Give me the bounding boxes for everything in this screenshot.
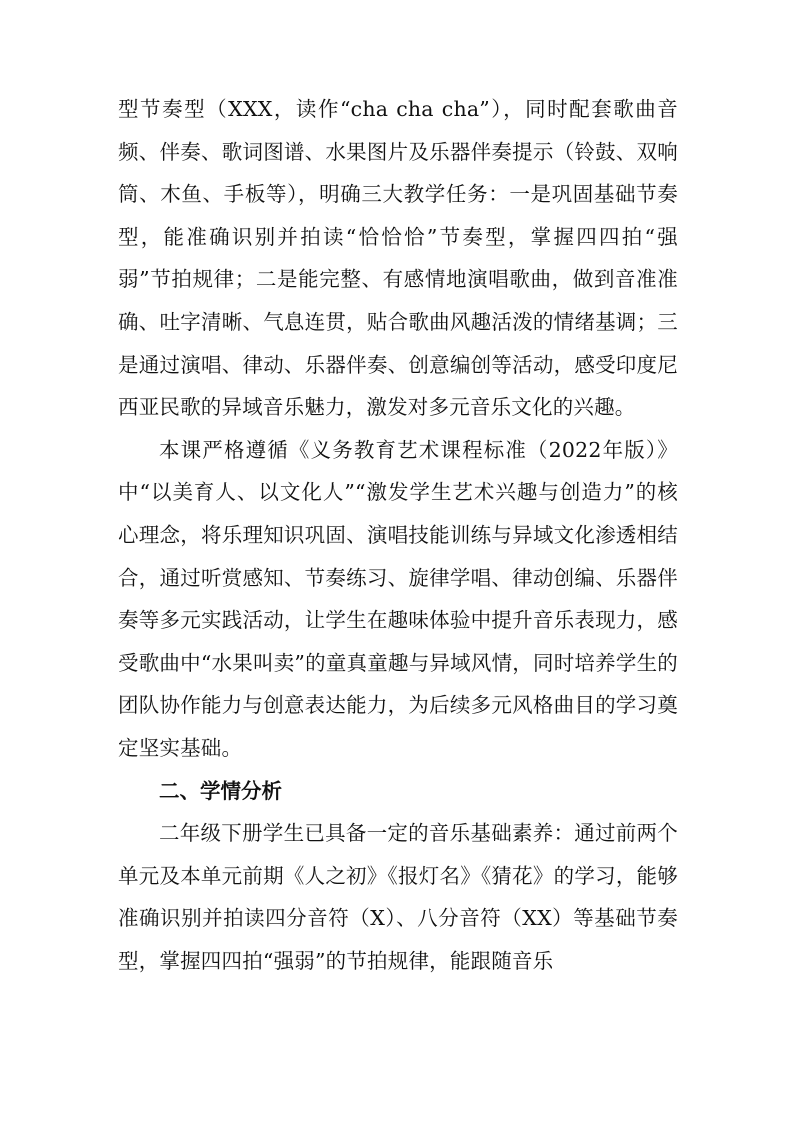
paragraph-teaching-tasks: 型节奏型（XXX，读作“cha cha cha”），同时配套歌曲音频、伴奏、歌词图谱、水果图片及乐器伴奏提示（铃鼓、双响筒、木鱼、手板等），明确三大教学任务：一是巩固基础节奏型，能准确识别并拍读“恰恰恰”节奏型，掌握四四拍“强弱”节拍规律；二是能完整、有感情地演唱歌曲，做到音准准确、吐字清晰、气息连贯，贴合歌曲风趣活泼的情绪基调；三是通过演唱、律动、乐器伴奏、创意编创等活动，感受印度尼西亚民歌的异域音乐魅力，激发对多元音乐文化的兴趣。 bbox=[118, 97, 678, 420]
paragraph-curriculum-standard: 本课严格遵循《义务教育艺术课程标准（2022年版）》中“以美育人、以文化人”“激发学生艺术兴趣与创造力”的核心理念，将乐理知识巩固、演唱技能训练与异域文化渗透相结合，通过听赏感知、节奏练习、旋律学唱、律动创编、乐器伴奏等多元实践活动，让学生在趣味体验中提升音乐表现力，感受歌曲中“水果叫卖”的童真童趣与异域风情，同时培养学生的团队协作能力与创意表达能力，为后续多元风格曲目的学习奠定坚实基础。 bbox=[118, 437, 678, 760]
paragraph-learner-analysis: 二年级下册学生已具备一定的音乐基础素养：通过前两个单元及本单元前期《人之初》《报灯名》《猜花》的学习，能够准确识别并拍读四分音符（X）、八分音符（XX）等基础节奏型，掌握四四拍“强弱”的节拍规律，能跟随音乐 bbox=[118, 821, 678, 973]
document-page bbox=[118, 88, 678, 982]
section-heading-learner-analysis: 二、学情分析 bbox=[159, 778, 282, 803]
